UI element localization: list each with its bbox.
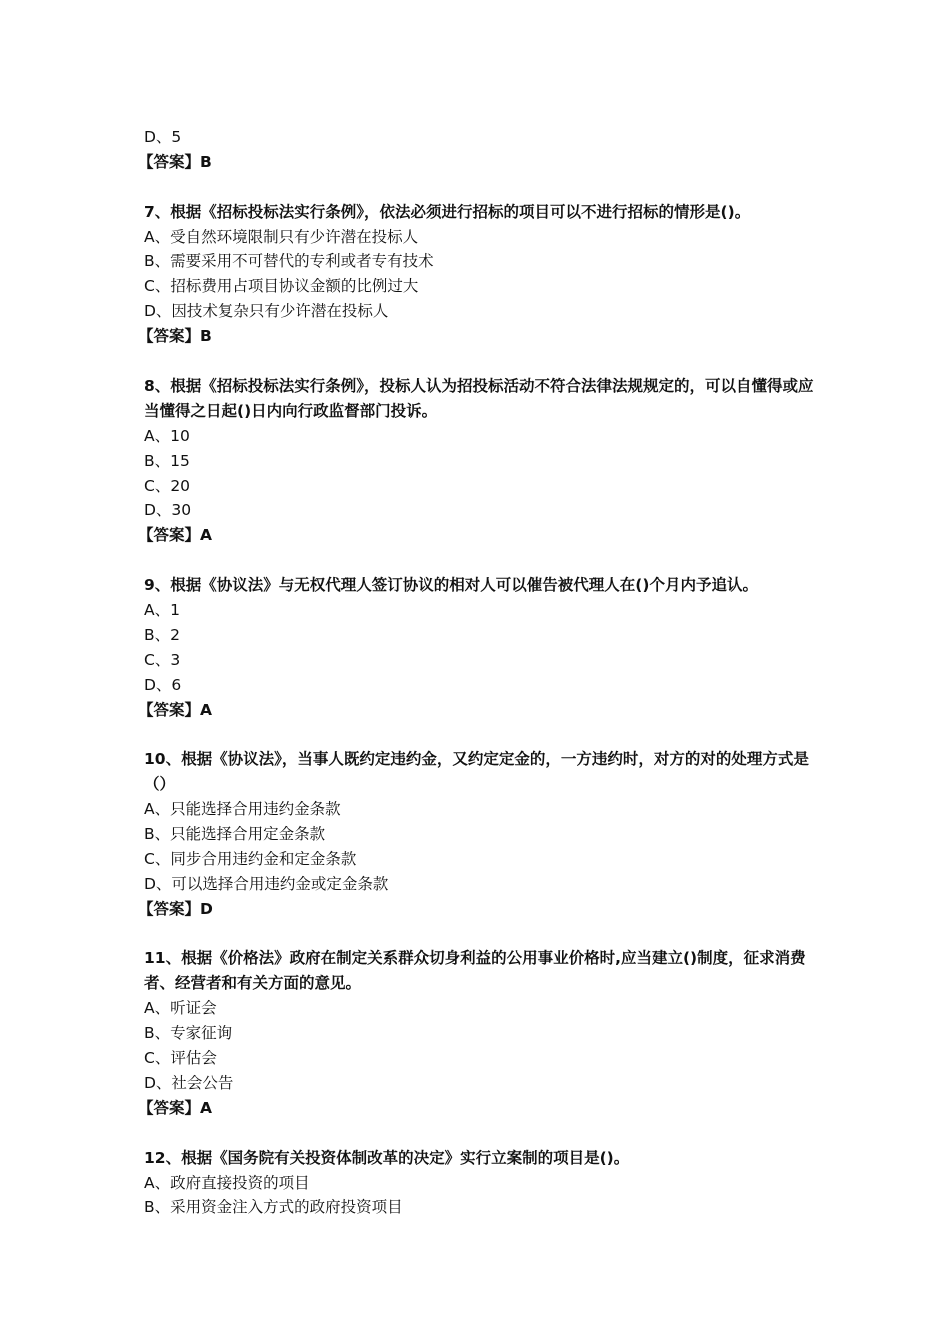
spacer: [144, 175, 814, 200]
option-b: B、需要采用不可替代的专利或者专有技术: [144, 252, 434, 271]
spacer: [144, 922, 814, 947]
option-c: C、招标费用占项目协议金额的比例过大: [144, 277, 419, 296]
option-c: C、同步合用违约金和定金条款: [144, 849, 357, 868]
option-c: C、20: [144, 476, 191, 495]
question-7: [138, 200, 814, 349]
option-a: A、受自然环境限制只有少许潜在投标人: [144, 227, 419, 246]
option-d: D、6: [144, 675, 182, 694]
question-text: 7、根据《招标投标法实行条例》，依法必须进行招标的项目可以不进行招标的情形是()。: [144, 202, 751, 221]
question-12: [144, 1146, 814, 1221]
question-text: 10、根据《协议法》，当事人既约定违约金，又约定定金的，一方违约时，对方的对的处理方式是（）: [144, 750, 809, 794]
spacer: [144, 722, 814, 747]
option-b: B、只能选择合用定金条款: [144, 825, 326, 844]
option-d: D、因技术复杂只有少许潜在投标人: [144, 302, 389, 321]
answer: 【答案】A: [138, 1098, 212, 1117]
option-a: A、政府直接投资的项目: [144, 1173, 310, 1192]
option-a: A、1: [144, 600, 180, 619]
answer: 【答案】A: [138, 526, 212, 545]
question-11: [138, 946, 814, 1120]
document-content: [138, 125, 814, 1220]
option-b: B、采用资金注入方式的政府投资项目: [144, 1198, 403, 1217]
option-a: A、只能选择合用违约金条款: [144, 800, 341, 819]
option-d: D、可以选择合用违约金或定金条款: [144, 874, 389, 893]
option-d: D、社会公告: [144, 1073, 234, 1092]
option-b: B、专家征询: [144, 1024, 233, 1043]
option-a: A、听证会: [144, 999, 217, 1018]
option-a: A、10: [144, 426, 190, 445]
question-text: 8、根据《招标投标法实行条例》，投标人认为招投标活动不符合法律法规规定的，可以自懂得或应当懂得之日起()日内向行政监督部门投诉。: [144, 376, 814, 420]
question-6-fragment: [138, 125, 814, 175]
answer: 【答案】D: [138, 899, 213, 918]
question-9: [138, 573, 814, 722]
option-b: B、2: [144, 625, 180, 644]
option-d: D、30: [144, 501, 192, 520]
answer: 【答案】B: [138, 152, 212, 171]
spacer: [144, 349, 814, 374]
option-c: C、评估会: [144, 1049, 217, 1068]
question-8: [138, 374, 814, 548]
spacer: [144, 548, 814, 573]
question-10: [138, 747, 814, 921]
answer: 【答案】B: [138, 327, 212, 346]
question-text: 11、根据《价格法》政府在制定关系群众切身利益的公用事业价格时,应当建立()制度，征求消费者、经营者和有关方面的意见。: [144, 949, 806, 993]
option-b: B、15: [144, 451, 190, 470]
spacer: [144, 1121, 814, 1146]
option-d: D、5: [144, 128, 182, 146]
question-text: 9、根据《协议法》与无权代理人签订协议的相对人可以催告被代理人在()个月内予追认。: [144, 576, 758, 595]
answer: 【答案】A: [138, 700, 212, 719]
option-c: C、3: [144, 650, 181, 669]
question-text: 12、根据《国务院有关投资体制改革的决定》实行立案制的项目是()。: [144, 1148, 630, 1167]
